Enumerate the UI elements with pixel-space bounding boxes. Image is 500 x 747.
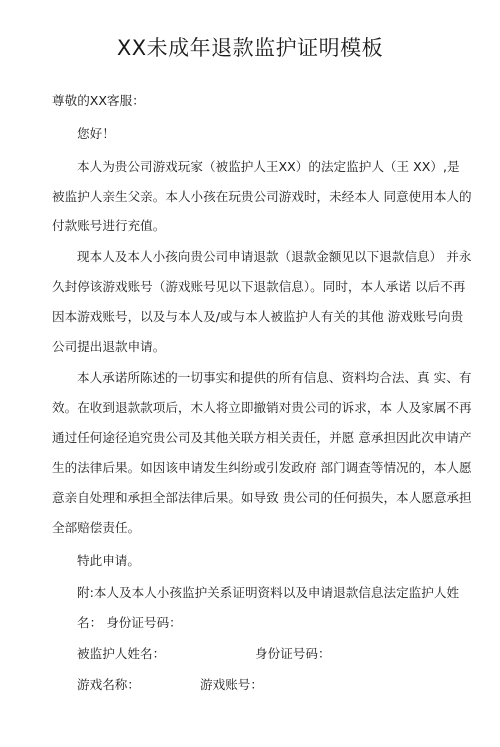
- paragraph-2-line-1: 现本人及本人小孩向贵公司申请退款（退款金额见以下退款信息） 并永: [77, 249, 472, 264]
- paragraph-3-line-3: 通过任何途径追究贵公司及其他关联方相关责任，并愿 意承担因此次申请产: [52, 430, 472, 445]
- salutation: 尊敬的XX客服：: [52, 93, 145, 108]
- paragraph-1-line-2: 被监护人亲生父亲。本人小孩在玩贵公司游戏时，未经本人 同意使用本人的: [52, 189, 472, 204]
- attachment-line-1: 附:本人及本人小孩监护关系证明资料以及申请退款信息法定监护人姓: [77, 585, 460, 600]
- paragraph-3-line-5: 意亲自处理和承担全部法律后果。如导致 贵公司的任何损失，本人愿意承担: [52, 490, 472, 505]
- attachment-line-2: 名： 身份证号码：: [77, 615, 182, 630]
- paragraph-2-line-3: 因本游戏账号，以及与本人及/或与本人被监护人有关的其他 游戏账号向贵: [52, 309, 464, 324]
- ward-name-label: 被监护人姓名：: [77, 646, 166, 661]
- paragraph-3-line-2: 效。在收到退款款项后，木人将立即撤销对贵公司的诉求，本 人及家属不再: [52, 400, 472, 415]
- paragraph-3-line-1: 本人承诺所陈述的一切事实和提供的所有信息、资料均合法、真 实、有: [77, 370, 472, 385]
- paragraph-3-line-4: 生的法律后果。如因该申请发生纠纷或引发政府 部门调查等情况的，本人愿: [52, 460, 472, 475]
- closing: 特此申请。: [77, 553, 140, 568]
- paragraph-2-line-4: 公司提出退款申请。: [52, 339, 166, 354]
- document-title: XX未成年退款监护证明模板: [116, 36, 384, 60]
- greeting: 您好！: [77, 126, 115, 141]
- paragraph-2-line-2: 久封停该游戏账号（游戏账号见以下退款信息）。同时，本人承诺 以后不再: [52, 279, 466, 294]
- ward-id-label: 身份证号码：: [255, 646, 331, 661]
- game-account-label: 游戏账号：: [200, 677, 263, 692]
- paragraph-1-line-3: 付款账号进行充值。: [52, 218, 166, 233]
- game-name-label: 游戏名称：: [77, 677, 140, 692]
- paragraph-1-line-1: 本人为贵公司游戏玩家（被监护人王XX）的法定监护人（王 XX）,是: [77, 159, 460, 174]
- paragraph-3-line-6: 全部赔偿责任。: [52, 520, 141, 535]
